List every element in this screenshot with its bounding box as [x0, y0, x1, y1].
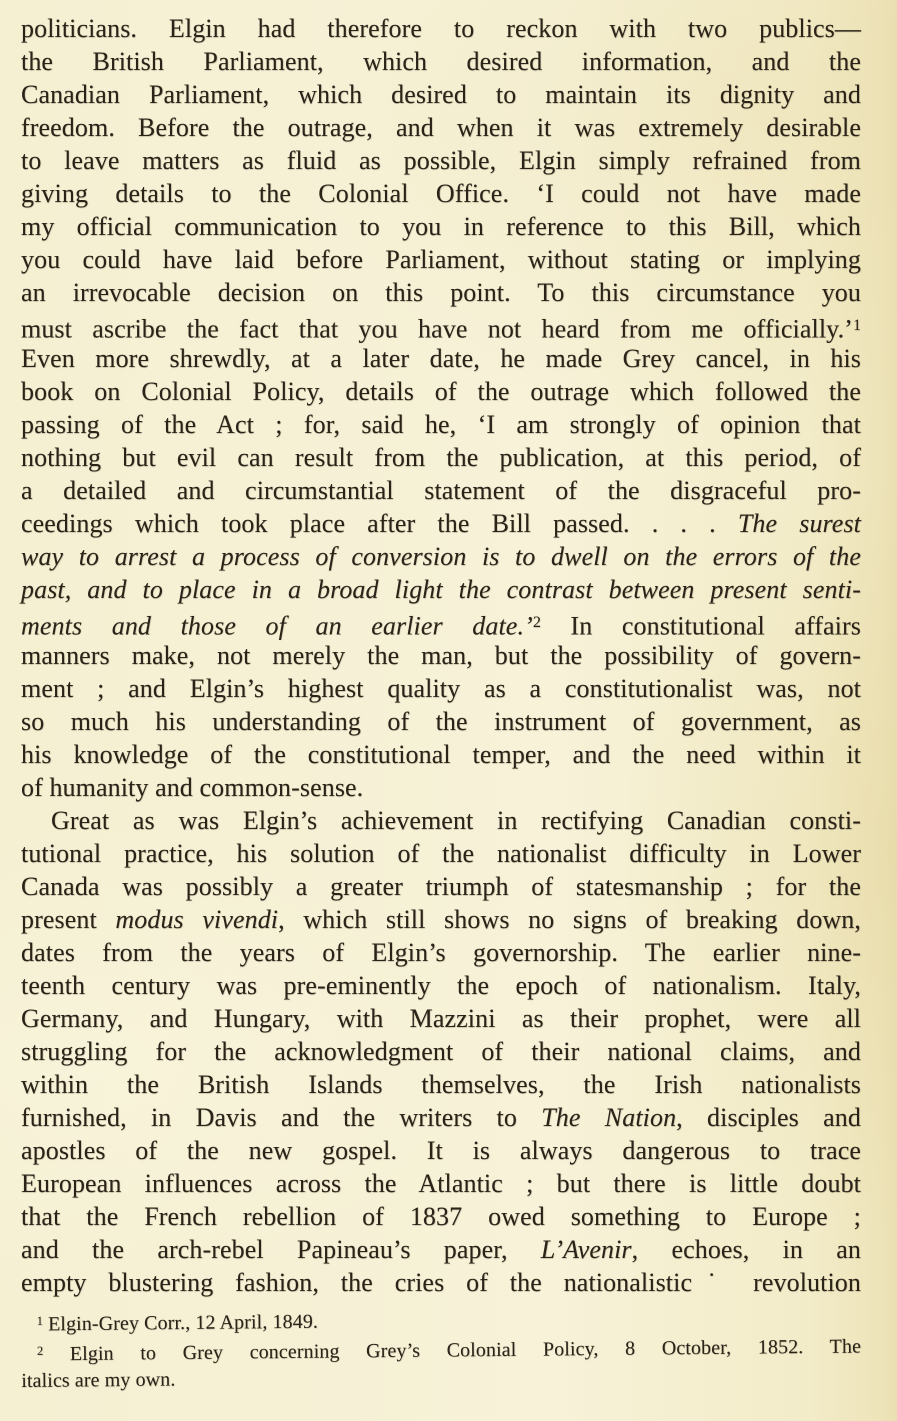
text-line: Germany, and Hungary, with Mazzini as their prophet, were all: [21, 1004, 861, 1033]
text-line: and the arch-rebel Papineau’s paper, L’Avenir, echoes, in an: [21, 1235, 861, 1264]
text-line: within the British Islands themselves, the Irish nationalists: [21, 1070, 861, 1099]
text-line: Great as was Elgin’s achievement in rectifying Canadian consti-: [51, 806, 861, 835]
text-line: past, and to place in a broad light the contrast between present senti-: [21, 575, 861, 604]
text-line: the British Parliament, which desired information, and the: [21, 47, 861, 76]
text-line: way to arrest a process of conversion is to dwell on the errors of the: [21, 542, 861, 571]
text-line: freedom. Before the outrage, and when it was extremely desirable: [21, 113, 861, 142]
text-line: struggling for the acknowledgment of their national claims, and: [21, 1037, 861, 1066]
footnotes-block: [21, 1298, 862, 1396]
paragraph: [21, 804, 861, 1299]
footnote-marker: 2: [36, 1343, 44, 1358]
footnote-marker: 1: [36, 1313, 43, 1328]
text-line: teenth century was pre-eminently the epoch of nationalism. Italy,: [21, 971, 861, 1000]
paragraph: [21, 12, 861, 804]
text-line: giving details to the Colonial Office. ‘I could not have made: [21, 179, 861, 208]
text-line: Canada was possibly a greater triumph of statesmanship ; for the: [21, 872, 861, 901]
text-line: ceedings which took place after the Bill passed. . . . The surest: [21, 509, 861, 538]
footnote-marker: 2: [532, 614, 541, 631]
text-line: so much his understanding of the instrument of government, as: [21, 707, 861, 736]
text-line: book on Colonial Policy, details of the outrage which followed the: [21, 377, 861, 406]
text-line: a detailed and circumstantial statement of the disgraceful pro-: [21, 476, 861, 505]
text-line: ments and those of an earlier date.’$^2$ In constitutional affairs: [21, 611, 861, 641]
footnote-marker: 1: [852, 317, 861, 334]
text-line: you could have laid before Parliament, without stating or implying: [21, 245, 861, 274]
text-line: his knowledge of the constitutional temper, and the need within it: [21, 740, 861, 769]
body-paragraphs: [21, 12, 861, 1299]
text-line: present modus vivendi, which still shows no signs of breaking down,: [21, 905, 861, 934]
text-line: my official communication to you in reference to this Bill, which: [21, 212, 861, 241]
text-line: tutional practice, his solution of the nationalist difficulty in Lower: [21, 839, 861, 868]
text-line: furnished, in Davis and the writers to The Nation, disciples and: [21, 1103, 861, 1132]
text-line: to leave matters as fluid as possible, Elgin simply refrained from: [21, 146, 861, 175]
text-line: dates from the years of Elgin’s governorship. The earlier nine-: [21, 938, 861, 967]
text-block: [21, 12, 861, 1396]
text-line: $^1$ Elgin-Grey Corr., 12 April, 1849.: [36, 1310, 319, 1336]
text-line: empty blustering fashion, the cries of the nationalistic˙ revolution: [21, 1268, 861, 1297]
text-line: that the French rebellion of 1837 owed something to Europe ;: [21, 1202, 861, 1231]
text-line: of humanity and common-sense.: [21, 773, 364, 802]
text-line: apostles of the new gospel. It is always dangerous to trace: [21, 1136, 861, 1165]
text-line: ment ; and Elgin’s highest quality as a constitutionalist was, not: [21, 674, 861, 703]
text-line: European influences across the Atlantic ; but there is little doubt: [21, 1169, 861, 1198]
text-line: Even more shrewdly, at a later date, he made Grey cancel, in his: [21, 344, 861, 373]
text-line: passing of the Act ; for, said he, ‘I am strongly of opinion that: [21, 410, 861, 439]
text-line: nothing but evil can result from the publication, at this period, of: [21, 443, 861, 472]
text-line: Canadian Parliament, which desired to maintain its dignity and: [21, 80, 861, 109]
text-line: manners make, not merely the man, but the possibility of govern-: [21, 641, 861, 670]
text-line: italics are my own.: [21, 1368, 176, 1392]
text-line: politicians. Elgin had therefore to reckon with two publics—: [21, 14, 861, 43]
text-line: $^2$ Elgin to Grey concerning Grey’s Colonial Policy, 8 October, 1852. The: [36, 1335, 862, 1366]
text-line: an irrevocable decision on this point. To this circumstance you: [21, 278, 861, 307]
text-line: must ascribe the fact that you have not heard from me officially.’$^1$: [21, 314, 861, 344]
